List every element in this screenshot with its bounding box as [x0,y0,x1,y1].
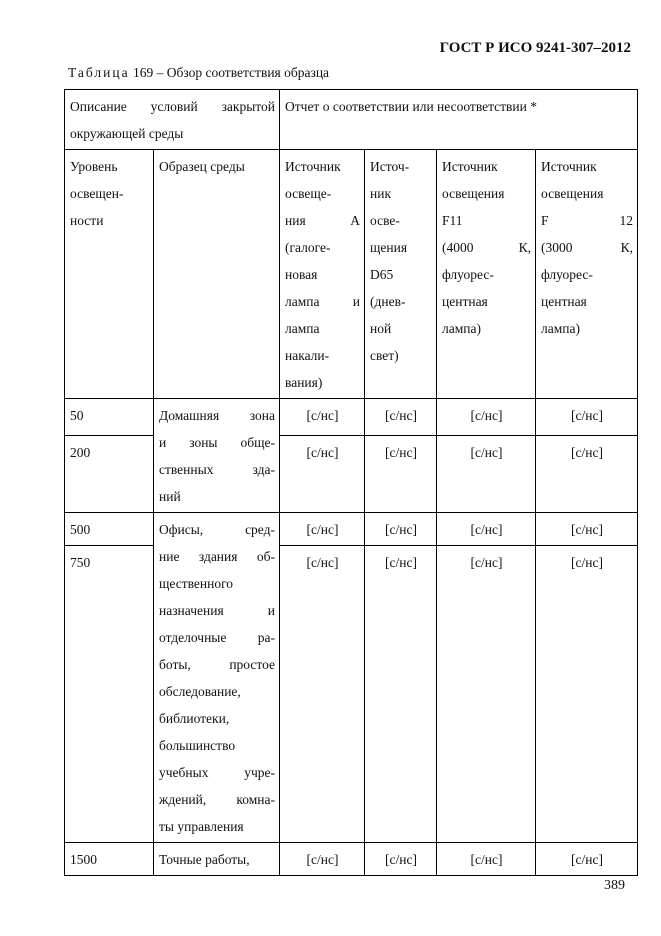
source-d65-line: D65 [370,267,394,282]
value-cell: [с/нс] [280,843,365,876]
value-cell: [с/нс] [365,843,437,876]
sample-line: назначения и [159,603,275,618]
sample-line: и зоны обще- [159,435,275,450]
sample-line: учебных учре- [159,765,275,780]
source-d65-line: (днев- [370,294,406,309]
sample-cell: Точные работы, [154,843,280,876]
source-f11-header [437,150,536,399]
sample-line: ний [159,489,181,504]
compliance-table [64,89,638,876]
source-f11-line: освещения [442,186,505,201]
env-description-line: окружающей среды [70,126,184,141]
level-cell: 750 [65,546,154,843]
sample-line: обследование, [159,684,241,699]
value-cell: [с/нс] [365,399,437,436]
table-row [65,513,638,546]
sample-header: Образец среды [154,150,280,399]
source-f12-line: освещения [541,186,604,201]
level-cell: 1500 [65,843,154,876]
source-a-line: лампа [285,321,320,336]
level-header [65,150,154,399]
source-a-line: вания) [285,375,323,390]
report-header: Отчет о соответствии или несоответствии * [280,90,638,150]
source-d65-header [365,150,437,399]
source-f12-line: F 12 [541,213,634,228]
source-a-line: ния А [285,213,360,228]
value-cell: [с/нс] [437,546,536,843]
level-header-line: освещен- [70,186,124,201]
source-f11-line: F11 [442,213,463,228]
table-row [65,436,638,513]
source-a-line: новая [285,267,318,282]
source-a-line: лампа и [285,294,360,309]
sample-line: щественного [159,576,234,591]
source-f11-line: (4000 К, [442,240,531,255]
header-row-1 [65,90,638,150]
sample-line: отделочные ра- [159,630,275,645]
sample-line: Офисы, сред- [159,522,275,537]
source-f11-line: лампа) [442,321,481,336]
value-cell: [с/нс] [536,513,638,546]
level-cell: 50 [65,399,154,436]
sample-line: ственных зда- [159,462,275,477]
source-f11-line: центная [442,294,488,309]
value-cell: [с/нс] [280,399,365,436]
source-d65-line: щения [370,240,408,255]
document-header: ГОСТ Р ИСО 9241-307–2012 [439,40,631,56]
sample-line: ты управления [159,819,244,834]
source-a-line: (галоге- [285,240,331,255]
value-cell: [с/нс] [536,399,638,436]
env-description-line: Описание условий закрытой [70,99,275,114]
table-caption-prefix: Таблица [68,65,130,80]
source-f12-line: Источник [541,159,597,174]
table-row [65,399,638,436]
value-cell: [с/нс] [437,399,536,436]
sample-line: ние здания об- [159,549,275,564]
sample-cell [154,399,280,513]
env-description-header [65,90,280,150]
table-caption [68,65,329,81]
value-cell: [с/нс] [437,843,536,876]
value-cell: [с/нс] [280,513,365,546]
value-cell: [с/нс] [365,546,437,843]
table-caption-text: 169 – Обзор соответствия образца [133,65,330,80]
table-row [65,843,638,876]
value-cell: [с/нс] [437,513,536,546]
header-row-2 [65,150,638,399]
sample-line: ждений, комна- [159,792,275,807]
level-cell: 500 [65,513,154,546]
value-cell: [с/нс] [536,843,638,876]
sample-line: большинство [159,738,236,753]
source-d65-line: свет) [370,348,399,363]
sample-line: боты, простое [159,657,275,672]
source-d65-line: ник [370,186,392,201]
value-cell: [с/нс] [280,436,365,513]
value-cell: [с/нс] [365,513,437,546]
source-f12-line: центная [541,294,587,309]
source-f12-line: лампа) [541,321,580,336]
source-a-line: накали- [285,348,330,363]
source-a-line: освеще- [285,186,332,201]
sample-cell [154,513,280,843]
source-f12-line: флуорес- [541,267,593,282]
value-cell: [с/нс] [437,436,536,513]
source-f11-line: флуорес- [442,267,494,282]
source-f12-header [536,150,638,399]
level-cell: 200 [65,436,154,513]
source-f11-line: Источник [442,159,498,174]
source-d65-line: осве- [370,213,400,228]
value-cell: [с/нс] [536,546,638,843]
level-header-line: ности [70,213,104,228]
source-d65-line: ной [370,321,392,336]
page-number: 389 [604,878,625,893]
source-a-line: Источник [285,159,341,174]
table-row [65,546,638,843]
value-cell: [с/нс] [536,436,638,513]
sample-line: библиотеки, [159,711,230,726]
value-cell: [с/нс] [365,436,437,513]
source-f12-line: (3000 К, [541,240,634,255]
level-header-line: Уровень [70,159,118,174]
source-d65-line: Источ- [370,159,410,174]
sample-line: Домашняя зона [159,408,275,423]
source-a-header [280,150,365,399]
value-cell: [с/нс] [280,546,365,843]
